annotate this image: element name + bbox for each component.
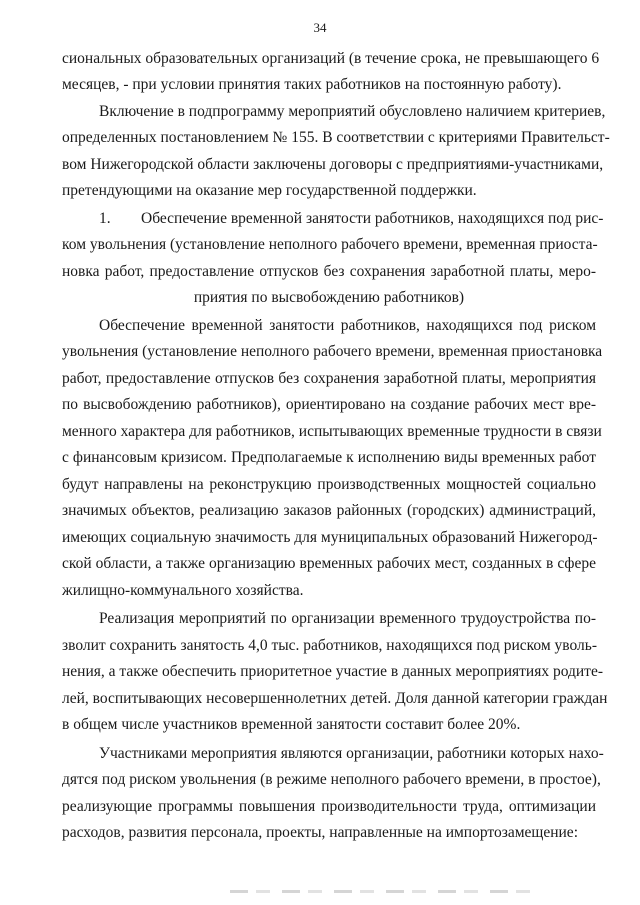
text-line: в общем числе участников временной занятости составит более 20%.: [62, 716, 521, 733]
scan-edge-artifact: [230, 890, 530, 893]
section-heading-line: новка работ, предоставление отпусков без сохранения заработной платы, меро-: [62, 263, 596, 280]
text-line: реализующие программы повышения производительности труда, оптимизации: [62, 798, 596, 815]
text-line: лей, воспитывающих несовершеннолетних детей. Доля данной категории граждан: [62, 690, 608, 707]
section-heading-line: приятия по высвобождению работников): [193, 289, 465, 306]
text-line: месяцев, - при условии принятия таких работников на постоянную работу).: [62, 76, 562, 93]
text-line: сиональных образовательных организаций (в течение срока, не превышающего 6: [62, 50, 600, 67]
section-number: 1.: [99, 210, 111, 227]
text-line: определенных постановлением № 155. В соответствии с критериями Правительст-: [62, 129, 610, 146]
text-line: Участниками мероприятия являются организации, работники которых нахо-: [99, 745, 604, 762]
text-line: жилищно-коммунального хозяйства.: [62, 582, 304, 599]
text-line: претендующими на оказание мер государственной поддержки.: [62, 182, 477, 199]
text-line: Обеспечение временной занятости работников, находящихся под риском: [99, 317, 596, 334]
text-line: имеющих социальную значимость для муниципальных образований Нижегород-: [62, 529, 598, 546]
text-line: нения, а также обеспечить приоритетное участие в данных мероприятиях родите-: [62, 663, 604, 680]
text-line: вом Нижегородской области заключены договоры с предприятиями-участниками,: [62, 156, 604, 173]
page-number: 34: [313, 20, 327, 35]
text-line: значимых объектов, реализацию заказов районных (городских) администраций,: [62, 502, 596, 519]
section-heading-line: ком увольнения (установление неполного рабочего времени, временная приоста-: [62, 236, 598, 253]
text-line: расходов, развития персонала, проекты, направленные на импортозамещение:: [62, 824, 578, 841]
section-heading-line: [99, 209, 604, 229]
text-line: будут направлены на реконструкцию производственных мощностей социально: [62, 476, 596, 493]
text-line: менного характера для работников, испытывающих временные трудности в связи: [62, 423, 602, 440]
text-line: дятся под риском увольнения (в режиме неполного рабочего времени, в простое),: [62, 771, 601, 788]
text-line: Включение в подпрограмму мероприятий обусловлено наличием критериев,: [99, 103, 606, 120]
text-line: по высвобождению работников), ориентировано на создание рабочих мест вре-: [62, 396, 596, 413]
section-heading-text: Обеспечение временной занятости работников, находящихся под рис-: [141, 210, 604, 227]
text-line: работ, предоставление отпусков без сохранения заработной платы, мероприятия: [62, 370, 596, 387]
text-line: ской области, а также организацию временных рабочих мест, созданных в сфере: [62, 555, 596, 572]
text-line: зволит сохранить занятость 4,0 тыс. работников, находящихся под риском уволь-: [62, 637, 597, 654]
text-line: увольнения (установление неполного рабочего времени, временная приостановка: [62, 343, 603, 360]
text-line: Реализация мероприятий по организации временного трудоустройства по-: [99, 610, 596, 627]
text-line: с финансовым кризисом. Предполагаемые к исполнению виды временных работ: [62, 449, 596, 466]
